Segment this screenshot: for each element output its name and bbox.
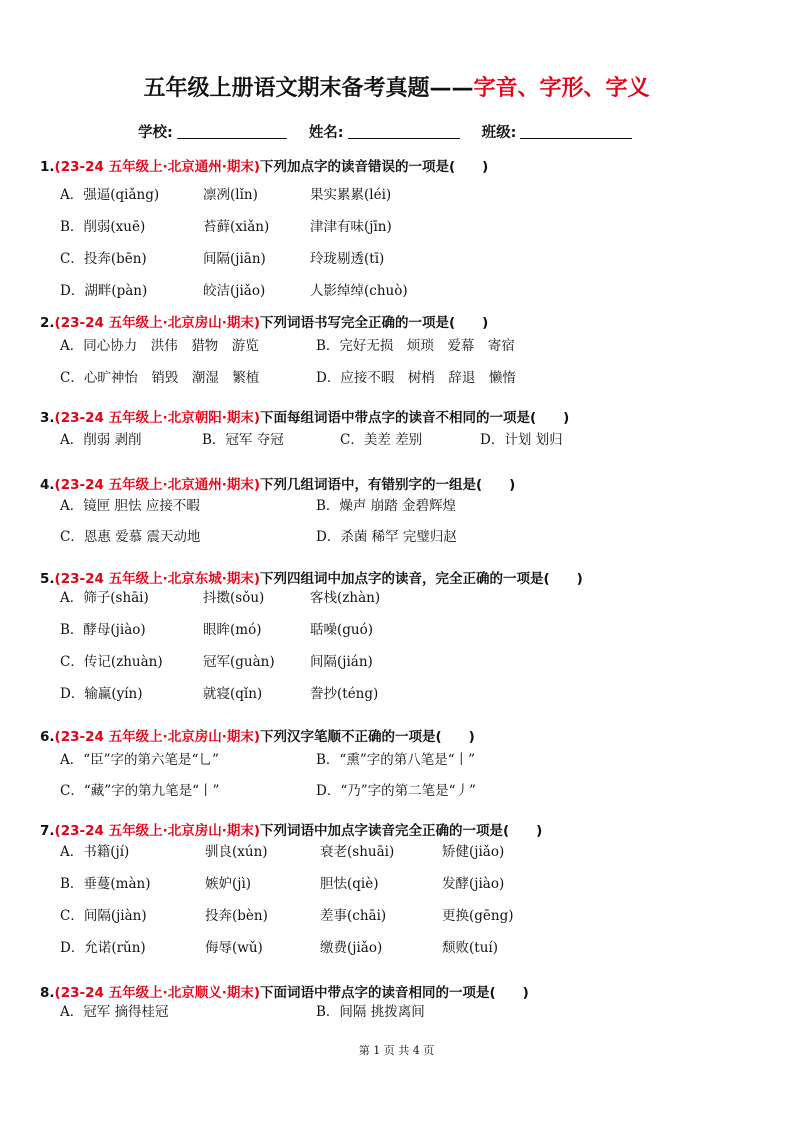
question-text: 下面每组词语中带点字的读音不相同的一项是( ) — [260, 410, 570, 426]
question-1-option: 皎洁(jiǎo) — [203, 283, 266, 299]
question-4-option[interactable]: A．镜匣 胆怯 应接不暇 — [60, 498, 200, 514]
question-5-option: 间隔(jián) — [310, 654, 373, 670]
page-title — [0, 74, 793, 104]
question-3-option[interactable]: C．美差 差别 — [340, 432, 423, 448]
question-1-option[interactable]: C．投奔(bēn) — [60, 251, 147, 267]
question-4-option[interactable]: D．杀菌 稀罕 完璧归赵 — [316, 529, 457, 545]
question-source: (23-24 五年级上·北京通州·期末) — [54, 159, 261, 175]
question-7-option: 衰老(shuāi) — [320, 844, 395, 860]
school-label: 学校: — [138, 125, 173, 141]
question-2-option[interactable]: A．同心协力 洪伟 猎物 游览 — [60, 338, 259, 354]
question-text: 下面词语中带点字的读音相同的一项是( ) — [260, 985, 529, 1001]
question-number: 6. — [40, 729, 55, 745]
question-7-option: 颓败(tuí) — [442, 940, 498, 956]
question-5-option[interactable]: D．输赢(yín) — [60, 686, 143, 702]
question-1-option: 津津有味(jīn) — [310, 219, 392, 235]
question-1-option: 间隔(jiān) — [203, 251, 266, 267]
question-7-option[interactable]: A．书籍(jí) — [60, 844, 130, 860]
question-7-option: 矫健(jiǎo) — [442, 844, 505, 860]
question-7-option: 驯良(xún) — [205, 844, 268, 860]
question-source: (23-24 五年级上·北京通州·期末) — [54, 477, 261, 493]
question-8-option[interactable]: A．冠军 摘得桂冠 — [60, 1004, 169, 1020]
question-number: 7. — [40, 823, 55, 839]
question-7-option: 发酵(jiào) — [442, 876, 505, 892]
question-5-option[interactable]: B．酵母(jiào) — [60, 622, 146, 638]
question-2-option[interactable]: B．完好无损 烦琐 爱幕 寄宿 — [316, 338, 515, 354]
question-text: 下列加点字的读音错误的一项是( ) — [260, 159, 489, 175]
page-footer: 第 1 页 共 4 页 — [358, 1044, 435, 1057]
question-text: 下列几组词语中，有错别字的一组是( ) — [260, 477, 516, 493]
question-2-stem — [40, 312, 488, 334]
title-accent: 字音、字形、字义 — [473, 76, 650, 101]
question-6-option[interactable]: C．“藏”字的第九笔是“丨” — [60, 783, 220, 799]
class-label: 班级: — [481, 125, 517, 141]
question-6-stem — [40, 726, 475, 748]
question-source: (23-24 五年级上·北京房山·期末) — [54, 315, 261, 331]
question-7-option: 更换(gēng) — [442, 908, 514, 924]
question-number: 5. — [40, 571, 55, 587]
question-4-stem — [40, 474, 515, 496]
question-3-option[interactable]: A．削弱 剥削 — [60, 432, 142, 448]
question-5-option: 就寝(qǐn) — [203, 686, 263, 702]
question-7-option: 侮辱(wǔ) — [205, 940, 263, 956]
question-text: 下列汉字笔顺不正确的一项是( ) — [260, 729, 475, 745]
title-main: 五年级上册语文期末备考真题—— — [143, 76, 474, 101]
question-1-stem — [40, 156, 488, 178]
question-6-option[interactable]: A．“臣”字的第六笔是“乚” — [60, 752, 219, 768]
question-7-stem — [40, 820, 542, 842]
question-5-option[interactable]: A．筛子(shāi) — [60, 590, 149, 606]
school-field — [138, 121, 287, 142]
question-number: 2. — [40, 315, 55, 331]
name-field — [309, 121, 460, 142]
question-5-option[interactable]: C．传记(zhuàn) — [60, 654, 163, 670]
question-7-option[interactable]: C．间隔(jiàn) — [60, 908, 147, 924]
question-5-option: 眼眸(mó) — [203, 622, 262, 638]
question-7-option: 缴费(jiǎo) — [320, 940, 383, 956]
question-1-option: 果实累累(léi) — [310, 187, 392, 203]
question-1-option[interactable]: A．强逼(qiǎng) — [60, 187, 160, 203]
class-field — [482, 121, 633, 142]
question-1-option: 人影绰绰(chuò) — [310, 283, 408, 299]
question-2-option[interactable]: D．应接不暇 树梢 辞退 懒惰 — [316, 370, 516, 386]
question-5-option: 抖擞(sǒu) — [203, 590, 265, 606]
question-text: 下列四组词中加点字的读音，完全正确的一项是( ) — [260, 571, 583, 587]
question-1-option: 凛冽(lǐn) — [203, 187, 258, 203]
question-text: 下列词语中加点字读音完全正确的一项是( ) — [260, 823, 543, 839]
question-3-option[interactable]: B．冠军 夺冠 — [202, 432, 284, 448]
question-6-option[interactable]: B．“熏”字的第八笔是“丨” — [316, 752, 476, 768]
question-5-option: 客栈(zhàn) — [310, 590, 381, 606]
question-7-option: 嫉妒(jì) — [205, 876, 252, 892]
question-4-option[interactable]: C．恩惠 爱慕 震天动地 — [60, 529, 201, 545]
question-source: (23-24 五年级上·北京房山·期末) — [54, 823, 261, 839]
question-number: 4. — [40, 477, 55, 493]
question-6-option[interactable]: D．“乃”字的第二笔是“丿” — [316, 783, 476, 799]
question-7-option: 投奔(bèn) — [205, 908, 268, 924]
question-5-option: 聒噪(guó) — [310, 622, 373, 638]
class-blank[interactable] — [520, 137, 632, 139]
question-source: (23-24 五年级上·北京朝阳·期末) — [54, 410, 261, 426]
name-label: 姓名: — [308, 125, 344, 141]
question-source: (23-24 五年级上·北京东城·期末) — [54, 571, 261, 587]
question-4-option[interactable]: B．燥声 崩踏 金碧辉煌 — [316, 498, 457, 514]
question-7-option: 胆怯(qiè) — [320, 876, 379, 892]
question-1-option[interactable]: B．削弱(xuē) — [60, 219, 146, 235]
question-1-option: 玲珑剔透(tī) — [310, 251, 385, 267]
question-8-option[interactable]: B．间隔 挑拨离间 — [316, 1004, 425, 1020]
question-number: 1. — [40, 159, 55, 175]
question-1-option: 苔藓(xiǎn) — [203, 219, 270, 235]
question-1-option[interactable]: D．湖畔(pàn) — [60, 283, 148, 299]
question-number: 3. — [40, 410, 55, 426]
question-3-stem — [40, 407, 569, 429]
school-blank[interactable] — [177, 137, 287, 139]
question-3-option[interactable]: D．计划 划归 — [480, 432, 563, 448]
question-7-option: 差事(chāi) — [320, 908, 387, 924]
question-7-option[interactable]: D．允诺(rǔn) — [60, 940, 146, 956]
student-info-line — [138, 120, 654, 142]
question-7-option[interactable]: B．垂蔓(màn) — [60, 876, 151, 892]
question-5-option: 冠军(guàn) — [203, 654, 275, 670]
question-source: (23-24 五年级上·北京房山·期末) — [54, 729, 261, 745]
question-2-option[interactable]: C．心旷神怡 销毁 潮湿 繁植 — [60, 370, 260, 386]
question-source: (23-24 五年级上·北京顺义·期末) — [54, 985, 261, 1001]
question-number: 8. — [40, 985, 55, 1001]
question-text: 下列词语书写完全正确的一项是( ) — [260, 315, 489, 331]
question-5-option: 誊抄(téng) — [310, 686, 379, 702]
name-blank[interactable] — [348, 137, 460, 139]
